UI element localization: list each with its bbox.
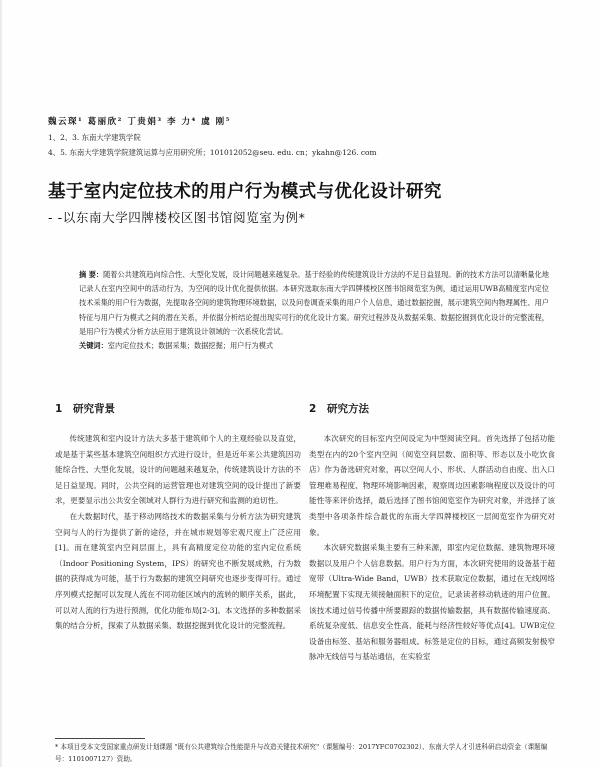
paper-subtitle: - -以东南大学四牌楼校区图书馆阅览室为例* — [48, 210, 306, 225]
section-body — [55, 431, 301, 634]
paper-title: 基于室内定位技术的用户行为模式与优化设计研究 — [48, 182, 442, 202]
section-number: 2 — [309, 403, 317, 415]
abstract-label: 摘 要： — [79, 270, 104, 279]
section-heading-method — [309, 401, 555, 423]
abstract-text: 随着公共建筑趋向综合性、大型化发展，设计问题越来越复杂。基于经验的传统建筑设计方法的不足日益显现。新的技术方法可以清晰量化地记录人在室内空间中的活动行为，为空间的设计优化提供依据。本研究选取东南大学四牌楼校区图书馆阅览室为例，通过运用UWB高精度室内定位技术采集的用户行为数据，先提取各空间的建筑物理环境数据，以及问卷调查采集的用户个人信息，通过数据挖掘，展示建筑空间内物理属性、用户特征与用户行为模式之间的潜在关系，并依据分析结论提出现实可行的优化设计方案。研究过程涉及从数据采集、数据挖掘到优化设计的完整流程，是用户行为模式分析方法应用于建筑设计领域的一次系统化尝试。 — [79, 270, 549, 336]
section-title: 研究方法 — [327, 403, 369, 415]
section-heading-background — [55, 401, 301, 423]
paragraph: 传统建筑和室内设计方法大多基于建筑师个人的主观经验以及直觉，或是基于某些基本建筑空间组织方式进行设计，但是近年来公共建筑因功能综合性、大型化发展，设计的问题越来越复杂，传统建筑设计方法的不足日益显现。同时，公共空间的运营管理也对建筑空间的设计提出了新要求，更要显示出公共安全领域对人群行为进行研究和监测的迫切性。 — [55, 434, 301, 506]
paragraph: 在大数据时代，基于移动网络技术的数据采集与分析方法为研究建筑空间与人的行为提供了新的途径，并在城市规划等宏观尺度上广泛应用[1]。而在建筑室内空间层面上，具有高精度定位功能的室内定位系统（Indoor Positioning System，IPS）的研究也不断发展成熟，行为数据的获得成为可能，基于行为数据的建筑空间研究也逐步变得可行。通过序列模式挖掘可以发现人流在不同功能区域内的流转的顺序关系，据此，可以对人流的行为进行预测，优化功能布局[2-3]。本文选择的多种数据采集的结合分析，探索了从数据采集、数据挖掘到优化设计的完整流程。 — [55, 511, 301, 631]
keywords — [79, 339, 549, 353]
left-column — [55, 401, 301, 634]
keywords-text: 室内定位技术；数据采集；数据挖掘；用户行为模式 — [107, 341, 274, 351]
paragraph: 本次研究的目标室内空间设定为中型阅读空间。首先选择了包括功能类型在内的20个室内空间（阅览空间层数、面积等、形态以及小吃饮食店）作为备选研究对象，再以空间人小、形状、人群活动自由度、出入口管理难易程度、物理环境影响因素，观察周边因素影响程度以及设计的可能性等来评价选择，最后选择了图书馆阅览室作为研究对象，并选择了该类型中各项条件综合最优的东南大学四牌楼校区一层阅览室作为研究对象。 — [309, 434, 555, 537]
right-column — [309, 401, 555, 665]
keywords-label: 关键词： — [79, 341, 108, 351]
footnote-rule — [55, 738, 145, 739]
paragraph: 本次研究数据采集主要有三种来源，即室内定位数据、建筑物理环境数据以及用户个人信息数据。用户行为方面，本次研究使用的设备基于超宽带（Ultra-Wide Band，UWB）技术获取定位数据，通过在无线网络环境配置下实现无须接触面积下的定位，记录读者移动轨迹的用户位置。该技术通过信号传播中所要跟踪的数据传输数据，具有数据传输速度高、系统复杂度低、信息安全性高、能耗与经济性较好等优点[4]。UWB定位设备由标签、基站和服务器组成。标签是定位的目标，通过高频发射极窄脉冲无线信号与基站通信，在实验室 — [309, 543, 555, 662]
author-list: 魏云琛¹ 葛丽欣² 丁贵娟³ 李 力⁴ 虞 刚⁵ — [48, 117, 231, 127]
footnote: * 本项目受本文受国家重点研发计划课题 "既有公共建筑综合性能提升与改造关键技术研究"（课题编号：2017YFC0702302）、东南大学人才引进科研启动资金（课题编号：1101007127）资助。 — [55, 743, 548, 763]
abstract — [79, 268, 549, 353]
affiliation-1: 1、2、3. 东南大学建筑学院 — [48, 133, 141, 142]
abstract-paragraph — [79, 268, 549, 339]
section-body — [309, 431, 555, 665]
affiliation-2: 4、5. 东南大学建筑学院建筑运算与应用研究所；101012052@seu. edu. cn；ykahn@126. com — [48, 148, 377, 157]
section-title: 研究背景 — [73, 403, 115, 415]
section-number: 1 — [55, 403, 63, 415]
